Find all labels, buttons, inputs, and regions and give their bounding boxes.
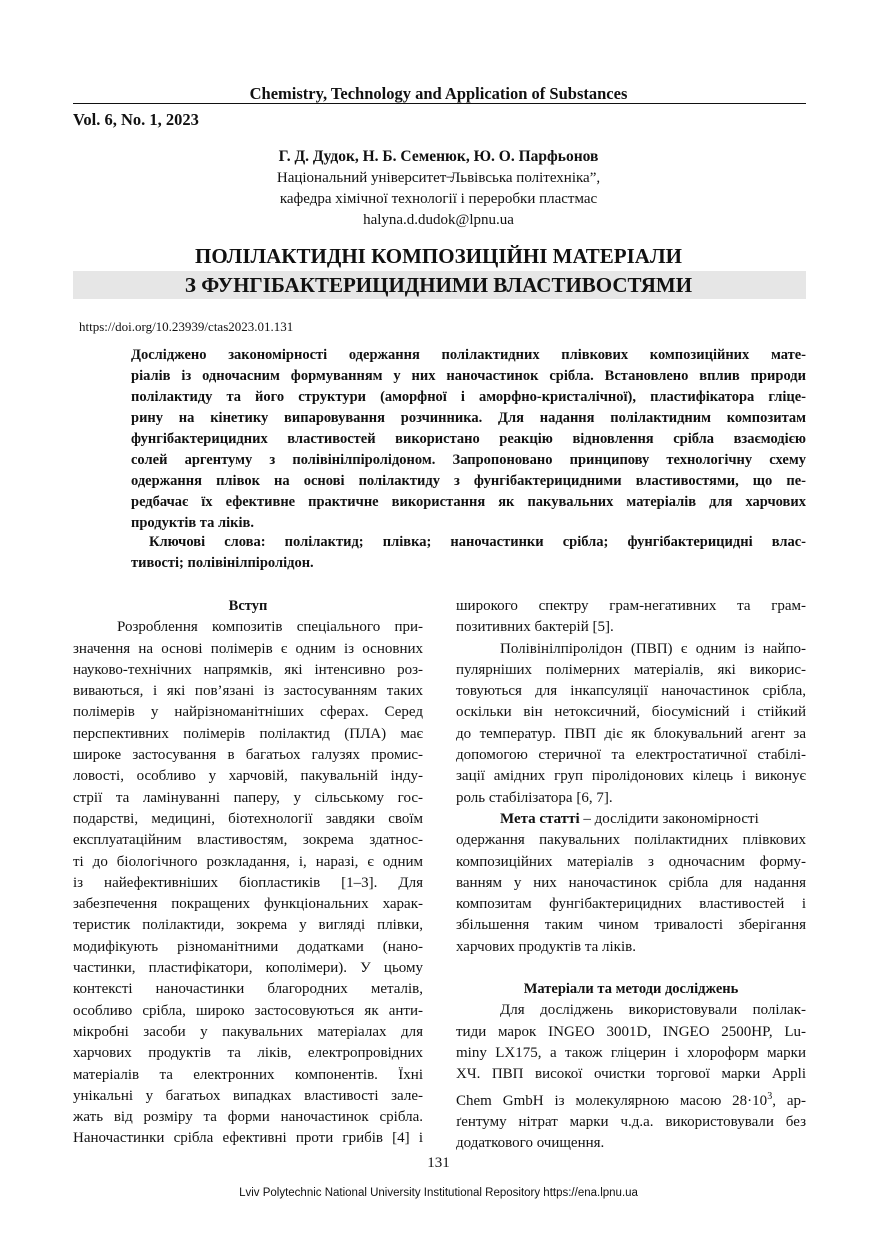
aim-label: Мета статті — [500, 810, 580, 827]
body-line: харчових продуктів та ліків. — [456, 938, 636, 955]
section-heading-intro: Вступ — [228, 598, 268, 614]
body-line: позитивних бактерій [5]. — [456, 619, 614, 636]
page-number: 131 — [427, 1155, 450, 1171]
article-title-line-1: ПОЛІЛАКТИДНІ КОМПОЗИЦІЙНІ МАТЕРІАЛИ — [195, 244, 682, 268]
journal-title: Chemistry, Technology and Application of Substances — [249, 84, 628, 103]
section-heading-methods: Матеріали та методи досліджень — [523, 981, 739, 998]
body-line: подарстві, медицині, біотехнології завдяки своїм — [73, 810, 423, 827]
body-line: науково-технічних напрямків, які інтенсивно роз- — [73, 661, 423, 678]
abstract-line: полілактиду та його структури (аморфної і аморфно-кристалічної), пластифікатора гліце- — [131, 389, 806, 405]
body-line: одержання пакувальних полілактидних плівкових — [456, 832, 806, 849]
body-line: широкого спектру грам-негативних та грам- — [456, 598, 806, 614]
body-line: тиди марок INGEO 3001D, INGEO 2500HP, Lu- — [456, 1023, 806, 1040]
body-line: стрії та ламінуванні паперу, у сільському гос- — [73, 789, 423, 806]
body-line: пулярніших полімерних матеріалів, які викорис- — [456, 661, 806, 678]
mass-text-end: , ар- — [772, 1092, 806, 1109]
doi-link[interactable]: https://doi.org/10.23939/ctas2023.01.131 — [79, 319, 294, 334]
abstract-line: одержання плівок на основі полілактиду з фунгібактерицидними властивостями, що пе- — [131, 473, 806, 489]
body-line: ґентуму нітрат марки ч.д.а. використовували без — [456, 1113, 806, 1130]
body-line: модифікують різноманітними додатками (нано- — [73, 938, 423, 955]
body-line: ванням у них наночастинок срібла для надання — [456, 874, 806, 891]
keywords — [131, 532, 806, 574]
body-line: особливо срібла, широко застосовуються як анти- — [73, 1002, 423, 1019]
body-line: значення на основі полімерів є одним із основних — [73, 640, 423, 657]
abstract-line: продуктів та ліків. — [131, 515, 254, 531]
body-line: забезпечення покращених функціональних харак- — [73, 896, 423, 913]
abstract-line: солей аргентуму з полівінілпіролідоном. Запропоновано принципову технологічну схему — [131, 452, 806, 468]
body-line: експлуатаційним властивостям, зокрема здатнос- — [73, 832, 423, 849]
body-line: товуються для інкапсуляції наночастинок срібла, — [456, 683, 806, 700]
spacer — [456, 958, 806, 979]
body-line: ловості, особливо у харчовій, пакувальній інду- — [73, 768, 423, 785]
body-line: додаткового очищення. — [456, 1135, 605, 1152]
body-line: частинки, пластифікатори, кополімери). У цьому — [73, 960, 423, 977]
body-line: оскільки він нетоксичний, біосумісний і стійкий — [456, 704, 806, 721]
body-line: теристик полілактиди, зокрема у вигляді плівки, — [73, 917, 423, 934]
body-line: зації амідних груп піролідонових кілець і виконує — [456, 768, 806, 785]
body-line: композиційних матеріалів з одночасним форму- — [456, 853, 806, 870]
abstract-line: фунгібактерицидних властивостей використано реакцію відновлення срібла взаємодією — [131, 431, 806, 447]
body-line: композитам фунгібактерицидних властивостей і — [456, 896, 806, 913]
body-line: збільшення таким чином тривалості зберігання — [456, 917, 806, 934]
body-line: харчових продуктів та ліків, електропровідних — [73, 1045, 423, 1062]
article-title-line-2: З ФУНГІБАКТЕРИЦИДНИМИ ВЛАСТИВОСТЯМИ — [184, 273, 693, 297]
repository-footer[interactable]: Lviv Polytechnic National University Institutional Repository https://ena.lpnu.ua — [239, 1187, 638, 1199]
abstract-line: рину на кінетику випаровування розчинника. Для надання полілактидним композитам — [131, 410, 806, 426]
body-line: Для досліджень використовували полілак- — [500, 1002, 806, 1019]
body-line: перспективних полімерів полілактид (ПЛА) має — [73, 725, 423, 742]
body-line: ті до біологічного розкладання, і, наразі, є одним — [73, 853, 423, 870]
body-line: Полівінілпіролідон (ПВП) є одним із найпо- — [500, 640, 806, 657]
body-line: допомогою стеричної та електростатичної стабілі- — [456, 747, 806, 764]
body-line: до температур. ПВП діє як блокувальний агент за — [456, 725, 806, 742]
header-rule — [73, 103, 806, 104]
body-line: унікальні у багатьох випадках властивості зале- — [73, 1087, 423, 1104]
abstract-line: редбачає їх ефективне практичне використання як пакувальних матеріалів для харчових — [131, 494, 806, 510]
body-line: із найефективніших біопластиків [1–3]. Для — [73, 874, 423, 891]
author-email: halyna.d.dudok@lpnu.ua — [363, 212, 514, 228]
aim-statement — [456, 809, 806, 830]
body-line: жать від розміру та форми наночастинок срібла. — [73, 1109, 423, 1126]
volume-info: Vol. 6, No. 1, 2023 — [73, 110, 199, 129]
keywords-line: Ключові слова: полілактид; плівка; наночастинки срібла; фунгібактерицидні влас- — [149, 534, 806, 550]
body-line: роль стабілізатора [6, 7]. — [456, 789, 613, 806]
affiliation-university: Національний університет ̶Львівська політехніка”, — [276, 170, 601, 186]
body-line: мікробні засоби у пакувальних матеріалах для — [73, 1023, 423, 1040]
body-line: ХЧ. ПВП високої очистки торгової марки Appli — [456, 1066, 806, 1083]
body-line: Розроблення композитів спеціального при- — [117, 619, 423, 636]
aim-text: – дослідити закономірності — [579, 810, 759, 827]
left-column — [73, 596, 423, 1150]
body-line: контексті наночастинки благородних металів, — [73, 981, 423, 998]
authors: Г. Д. Дудок, Н. Б. Семенюк, Ю. О. Парфьонов — [278, 148, 599, 165]
mass-text: Chem GmbH із молекулярною масою 28·10 — [456, 1092, 768, 1109]
right-column — [456, 596, 806, 1154]
body-line: виваються, і які пов’язані із застосуванням таких — [73, 683, 423, 700]
body-line: полімерів у найрізноманітніших сферах. Серед — [73, 704, 423, 721]
mass-exponent: 3 — [767, 1090, 773, 1102]
body-line-with-superscript — [456, 1086, 806, 1112]
affiliation-department: кафедра хімічної технології і переробки пластмас — [279, 191, 598, 207]
abstract-line: ріалів із одночасним формуванням у них наночастинок срібла. Встановлено вплив природи — [131, 368, 806, 384]
abstract — [131, 345, 806, 534]
body-line: Наночастинки срібла ефективні проти грибів [4] і — [73, 1130, 423, 1147]
body-line: miny LX175, а також гліцерин і хлороформ марки — [456, 1044, 806, 1061]
body-line: матеріалів та електронних компонентів. Їхні — [73, 1066, 423, 1083]
keywords-line: тивості; полівінілпіролідон. — [131, 555, 314, 571]
body-line: широке застосування в багатьох галузях промис- — [73, 747, 423, 764]
abstract-line: Досліджено закономірності одержання полілактидних плівкових композиційних мате- — [131, 347, 806, 363]
